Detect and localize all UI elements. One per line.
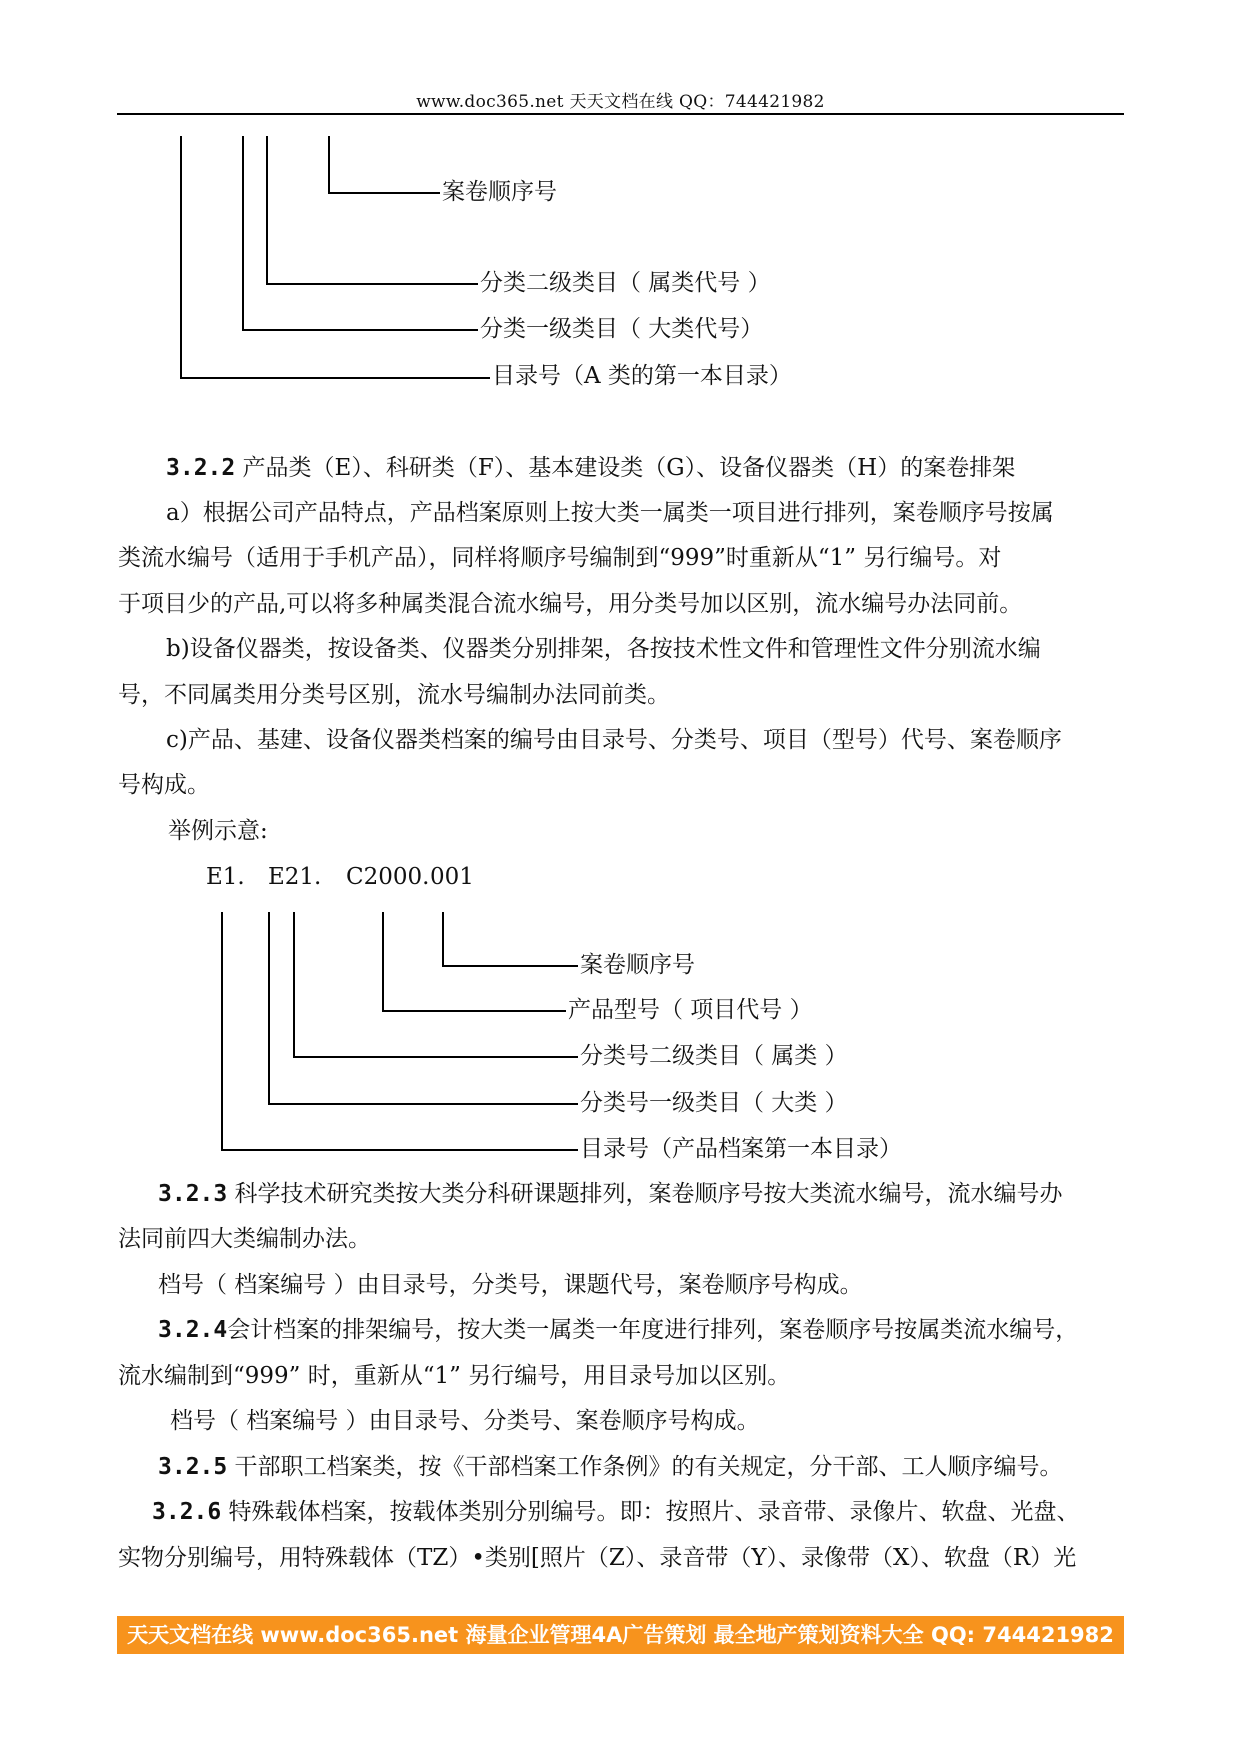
tree2-connector-sequence xyxy=(442,965,578,967)
tree2-label-model: 产品型号（ 项目代号 ） xyxy=(568,997,813,1023)
header-rule xyxy=(117,113,1124,115)
example-code-catalog: E1. xyxy=(206,864,245,890)
tree2-label-level2: 分类号二级类目（ 属类 ） xyxy=(580,1043,848,1069)
tree1-branch-sequence xyxy=(328,136,330,193)
tree2-branch-model xyxy=(382,912,384,1011)
section-number: 3.2.3 xyxy=(158,1181,228,1207)
paragraph-c-line2: 号构成。 xyxy=(118,772,210,798)
tree2-connector-catalog xyxy=(221,1149,578,1151)
tree1-connector-sequence xyxy=(328,192,440,194)
tree2-branch-level1 xyxy=(268,912,270,1104)
paragraph-b-line1: b)设备仪器类，按设备类、仪器类分别排架，各按技术性文件和管理性文件分别流水编 xyxy=(166,636,1041,662)
tree2-branch-sequence xyxy=(442,912,444,966)
example-heading: 举例示意: xyxy=(168,818,268,844)
tree1-connector-catalog xyxy=(180,377,490,379)
section-text: 科学技术研究类按大类分科研课题排列，案卷顺序号按大类流水编号，流水编号办 xyxy=(227,1181,1063,1207)
paragraph-a-line1: a）根据公司产品特点，产品档案原则上按大类一属类一项目进行排列，案卷顺序号按属 xyxy=(166,500,1054,526)
section-3-2-6-line1 xyxy=(152,1497,1080,1527)
tree1-connector-level1 xyxy=(242,329,478,331)
tree2-label-catalog: 目录号（产品档案第一本目录） xyxy=(580,1136,902,1162)
section-3-2-4-line1 xyxy=(158,1315,1078,1345)
section-text: 干部职工档案类，按《干部档案工作条例》的有关规定，分干部、工人顺序编号。 xyxy=(227,1454,1063,1480)
section-number: 3.2.5 xyxy=(158,1454,228,1480)
section-3-2-6-line2: 实物分别编号，用特殊载体（TZ）•类别[照片（Z）、录音带（Y）、录像带（X）、软盘（R）光 xyxy=(118,1545,1077,1571)
tree2-connector-level2 xyxy=(293,1056,578,1058)
tree2-branch-catalog xyxy=(221,912,223,1150)
tree2-connector-model xyxy=(382,1010,566,1012)
tree1-label-catalog: 目录号（A 类的第一本目录） xyxy=(492,363,792,389)
section-text: 特殊载体档案，按载体类别分别编号。即：按照片、录音带、录像片、软盘、光盘、 xyxy=(221,1499,1080,1525)
example-code-model: C2000. xyxy=(346,864,430,890)
tree2-connector-level1 xyxy=(268,1103,578,1105)
example-code-class: E21. xyxy=(268,864,322,890)
paragraph-b-line2: 号，不同属类用分类号区别，流水号编制办法同前类。 xyxy=(118,682,670,708)
tree2-label-level1: 分类号一级类目（ 大类 ） xyxy=(580,1090,848,1116)
section-3-2-3-line3: 档号（ 档案编号 ）由目录号，分类号，课题代号，案卷顺序号构成。 xyxy=(158,1272,863,1298)
section-number: 3.2.2 xyxy=(166,455,236,481)
paragraph-c-line1: c)产品、基建、设备仪器类档案的编号由目录号、分类号、项目（型号）代号、案卷顺序 xyxy=(166,727,1062,753)
section-text: 会计档案的排架编号，按大类一属类一年度进行排列，案卷顺序号按属类流水编号， xyxy=(227,1317,1079,1343)
section-title: 产品类（E）、科研类（F）、基本建设类（G）、设备仪器类（H）的案卷排架 xyxy=(235,455,1016,481)
tree1-branch-level2 xyxy=(266,136,268,284)
tree2-branch-level2 xyxy=(293,912,295,1057)
section-3-2-2-title xyxy=(166,453,1015,483)
tree1-label-level2: 分类二级类目（ 属类代号 ） xyxy=(480,270,771,296)
section-3-2-3-line2: 法同前四大类编制办法。 xyxy=(118,1226,371,1252)
section-3-2-4-line3: 档号（ 档案编号 ）由目录号、分类号、案卷顺序号构成。 xyxy=(170,1408,760,1434)
section-3-2-3-line1 xyxy=(158,1179,1063,1209)
tree1-branch-level1 xyxy=(242,136,244,330)
paragraph-a-line3: 于项目少的产品,可以将多种属类混合流水编号，用分类号加以区别，流水编号办法同前。 xyxy=(118,591,1023,617)
section-3-2-5-line1 xyxy=(158,1452,1063,1482)
tree1-label-sequence: 案卷顺序号 xyxy=(442,179,557,205)
tree1-branch-catalog xyxy=(180,136,182,378)
paragraph-a-line2: 类流水编号（适用于手机产品），同样将顺序号编制到“999”时重新从“1” 另行编号。对 xyxy=(118,545,1002,571)
section-3-2-4-line2: 流水编制到“999” 时，重新从“1” 另行编号，用目录号加以区别。 xyxy=(118,1363,791,1389)
tree2-label-sequence: 案卷顺序号 xyxy=(580,952,695,978)
example-code-sequence: 001 xyxy=(430,864,474,890)
page-header: www.doc365.net 天天文档在线 QQ：744421982 xyxy=(416,92,825,112)
tree1-connector-level2 xyxy=(266,283,478,285)
section-number: 3.2.6 xyxy=(152,1499,222,1525)
footer-banner: 天天文档在线 www.doc365.net 海量企业管理4A广告策划 最全地产策划资料大全 QQ: 744421982 xyxy=(117,1616,1124,1654)
section-number: 3.2.4 xyxy=(158,1317,228,1343)
tree1-label-level1: 分类一级类目（ 大类代号） xyxy=(480,316,764,342)
